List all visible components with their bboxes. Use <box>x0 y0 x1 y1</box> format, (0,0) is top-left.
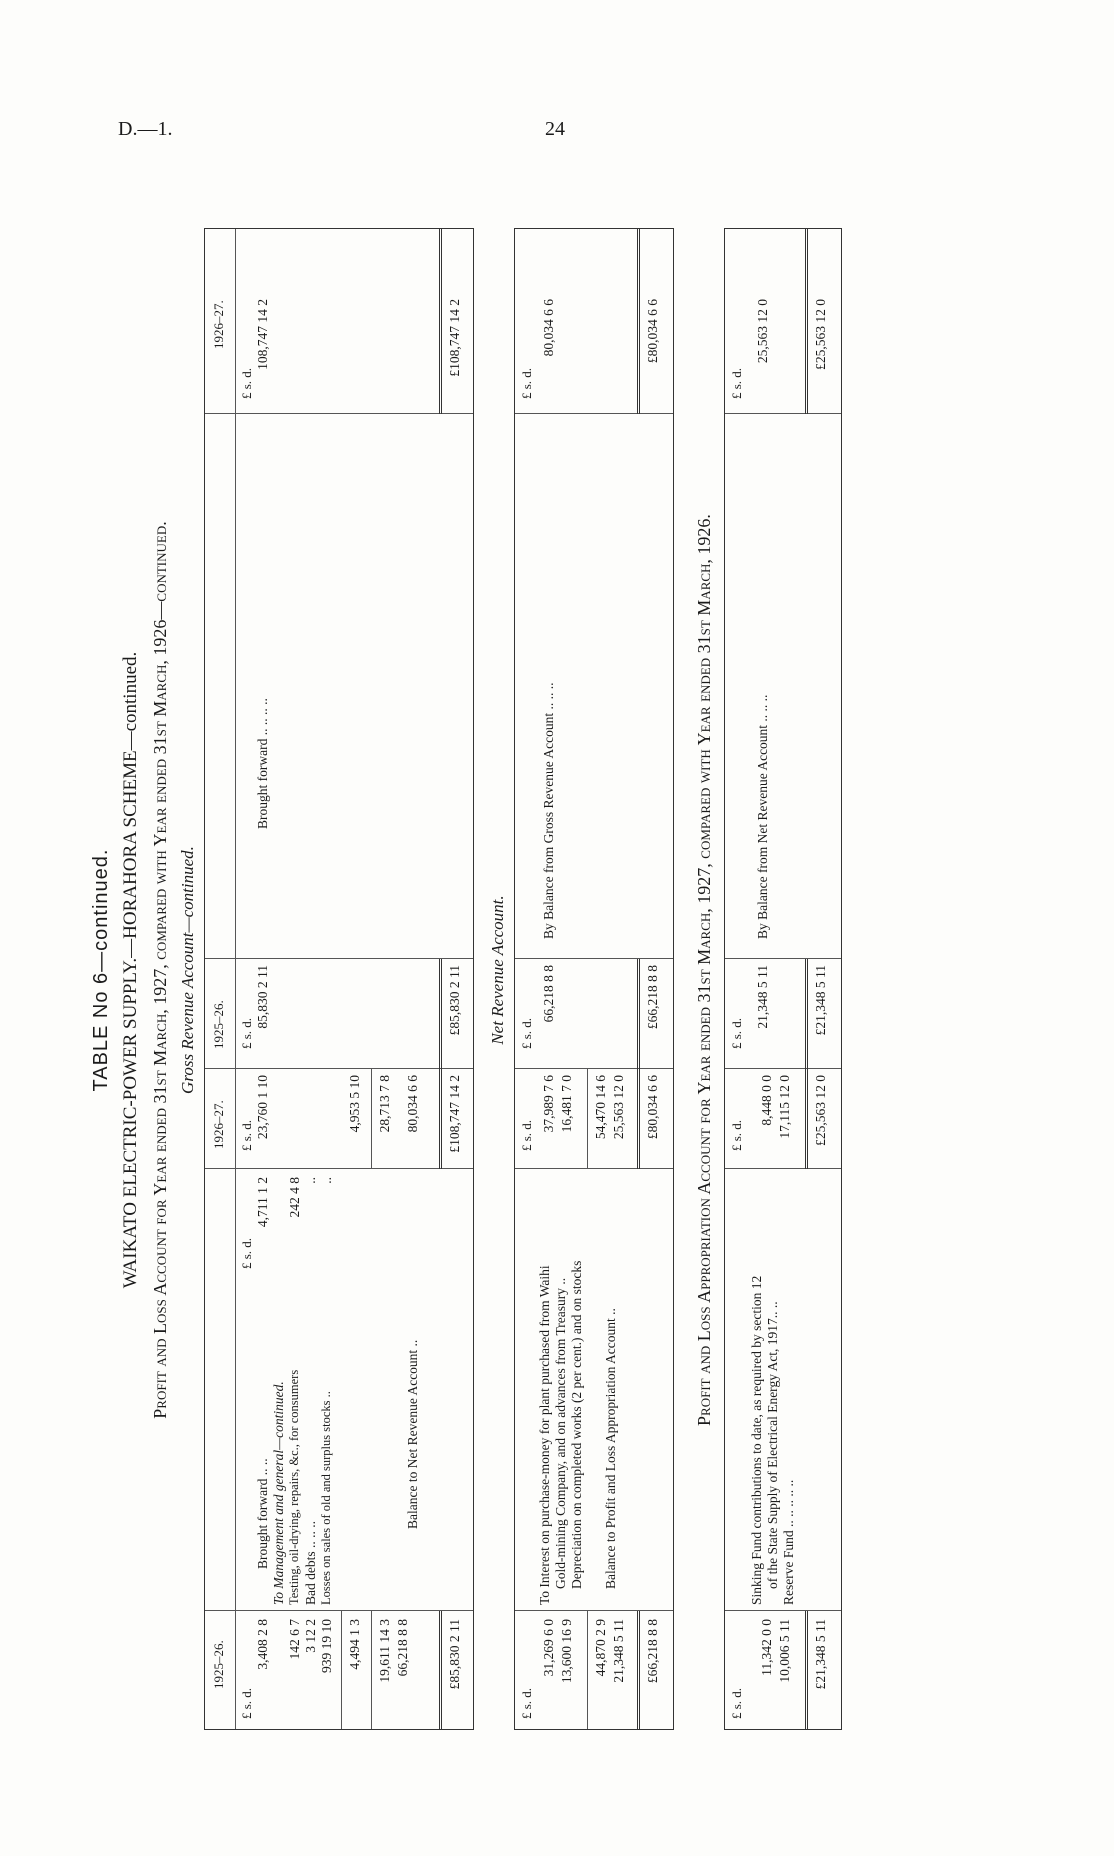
total-cell: £66,218 8 8 <box>645 965 660 1030</box>
appropriation-table <box>724 228 842 1730</box>
cell: 28,713 7 8 <box>377 1075 392 1133</box>
cell: 37,989 7 6 <box>541 1075 556 1133</box>
lsd-head: £ s. d. <box>519 367 534 399</box>
net-revenue-table <box>514 228 674 1730</box>
cell: 25,563 12 0 <box>755 299 770 364</box>
cell: 3,408 2 8 <box>255 1619 270 1670</box>
row-label: To Interest on purchase-money for plant purchased from Waihi <box>537 1265 552 1605</box>
cell: 66,218 8 8 <box>395 1619 410 1677</box>
total-cell: £66,218 8 8 <box>645 1619 660 1684</box>
row-label: By Balance from Gross Revenue Account .. .. .. <box>541 682 556 939</box>
cell: .. <box>319 1177 334 1184</box>
row-label: By Balance from Net Revenue Account .. .. .. <box>755 694 770 939</box>
lsd-head: £ s. d. <box>729 367 744 399</box>
total-cell: £85,830 2 11 <box>447 965 462 1036</box>
cell: 4,494 1 3 <box>347 1619 362 1670</box>
lsd-head: £ s. d. <box>519 1119 534 1151</box>
lsd-head: £ s. d. <box>239 1237 254 1269</box>
cell: 66,218 8 8 <box>541 965 556 1023</box>
cell: 25,563 12 0 <box>611 1075 626 1140</box>
row-label: To Management and general—continued. <box>271 1381 286 1605</box>
total-cell: £25,563 12 0 <box>813 299 828 370</box>
total-cell: £80,034 6 6 <box>645 299 660 364</box>
lsd-head: £ s. d. <box>729 1687 744 1719</box>
cell: 21,348 5 11 <box>611 1619 626 1683</box>
row-label: Sinking Fund contributions to date, as required by section 12 <box>749 1275 764 1605</box>
row-label: of the State Supply of Electrical Energy Act, 1917.. .. <box>765 1301 780 1589</box>
scheme-title: WAIKATO ELECTRIC-POWER SUPPLY.—HORAHORA SCHEME—continued. <box>120 651 141 1289</box>
row-label: Balance to Profit and Loss Appropriation Account .. <box>603 1308 618 1589</box>
col-1925-26: 1925–26. <box>211 1640 226 1689</box>
row-label: Gold-mining Company, and on advances from Treasury .. <box>553 1277 568 1589</box>
row-label: Bad debts .. .. .. <box>303 1521 318 1605</box>
net-revenue-heading: Net Revenue Account. <box>488 895 507 1045</box>
row-label: Losses on sales of old and surplus stocks .. <box>319 1391 333 1605</box>
cell: 19,611 14 3 <box>377 1619 392 1683</box>
row-label: Brought forward .. .. <box>255 1458 270 1569</box>
lsd-head: £ s. d. <box>729 1119 744 1151</box>
cell: 13,600 16 9 <box>559 1619 574 1684</box>
cell: 242 4 8 <box>287 1177 302 1218</box>
page-code: D.—1. <box>118 118 173 140</box>
row-label: Testing, oil-drying, repairs, &c., for consumers <box>287 1369 301 1605</box>
cell: 80,034 6 6 <box>541 299 556 357</box>
cell: 8,448 0 0 <box>759 1075 774 1126</box>
row-label: Reserve Fund .. .. .. .. .. <box>781 1479 796 1605</box>
cell: 4,711 1 2 <box>255 1177 270 1228</box>
cell: 23,760 1 10 <box>255 1075 270 1140</box>
cell: .. <box>303 1177 318 1184</box>
col-1926-27-right: 1926–27. <box>211 300 226 349</box>
cell: 939 19 10 <box>319 1619 334 1673</box>
cell: 85,830 2 11 <box>255 965 270 1029</box>
col-1926-27: 1926–27. <box>211 1100 226 1149</box>
cell: 4,953 5 10 <box>347 1075 362 1133</box>
gross-revenue-heading: Gross Revenue Account—continued. <box>178 846 197 1094</box>
cell: 108,747 14 2 <box>255 299 270 370</box>
rotated-table-content <box>78 170 938 1770</box>
row-label: Depreciation on completed works (2 per cent.) and on stocks <box>569 1260 584 1589</box>
lsd-head: £ s. d. <box>239 1017 254 1049</box>
lsd-head: £ s. d. <box>519 1017 534 1049</box>
cell: 44,870 2 9 <box>593 1619 608 1677</box>
row-label: Balance to Net Revenue Account .. <box>405 1339 420 1529</box>
pl-account-title: Profit and Loss Account for Year ended 31st March, 1927, compared with Year ended 31st March, 1926—continued. <box>150 521 170 1419</box>
lsd-head: £ s. d. <box>239 1119 254 1151</box>
total-cell: £25,563 12 0 <box>813 1075 828 1146</box>
total-cell: £21,348 5 11 <box>813 965 828 1036</box>
cell: 11,342 0 0 <box>759 1619 774 1676</box>
lsd-head: £ s. d. <box>239 1687 254 1719</box>
cell: 142 6 7 <box>287 1619 302 1660</box>
lsd-head: £ s. d. <box>729 1017 744 1049</box>
cell: 21,348 5 11 <box>755 965 770 1029</box>
total-cell: £108,747 14 2 <box>447 1075 462 1153</box>
lsd-head: £ s. d. <box>239 367 254 399</box>
gross-revenue-table <box>204 228 474 1730</box>
cell: 17,115 12 0 <box>777 1075 792 1139</box>
appropriation-heading: Profit and Loss Appropriation Account for Year ended 31st March, 1927, compared with Year ended 31st March, 1926. <box>694 514 714 1426</box>
total-cell: £108,747 14 2 <box>447 299 462 377</box>
cell: 3 12 2 <box>303 1619 318 1653</box>
cell: 80,034 6 6 <box>405 1075 420 1133</box>
table-number-title: TABLE No 6—continued. <box>90 848 112 1092</box>
cell: 31,269 6 0 <box>541 1619 556 1677</box>
cell: 54,470 14 6 <box>593 1075 608 1140</box>
total-cell: £85,830 2 11 <box>447 1619 462 1690</box>
lsd-head: £ s. d. <box>519 1687 534 1719</box>
cell: 16,481 7 0 <box>559 1075 574 1133</box>
row-label: Brought forward .. .. .. .. <box>255 698 270 829</box>
total-cell: £80,034 6 6 <box>645 1075 660 1140</box>
cell: 10,006 5 11 <box>777 1619 792 1683</box>
page-number: 24 <box>545 118 565 140</box>
col-1925-26-right: 1925–26. <box>211 1000 226 1049</box>
total-cell: £21,348 5 11 <box>813 1619 828 1690</box>
